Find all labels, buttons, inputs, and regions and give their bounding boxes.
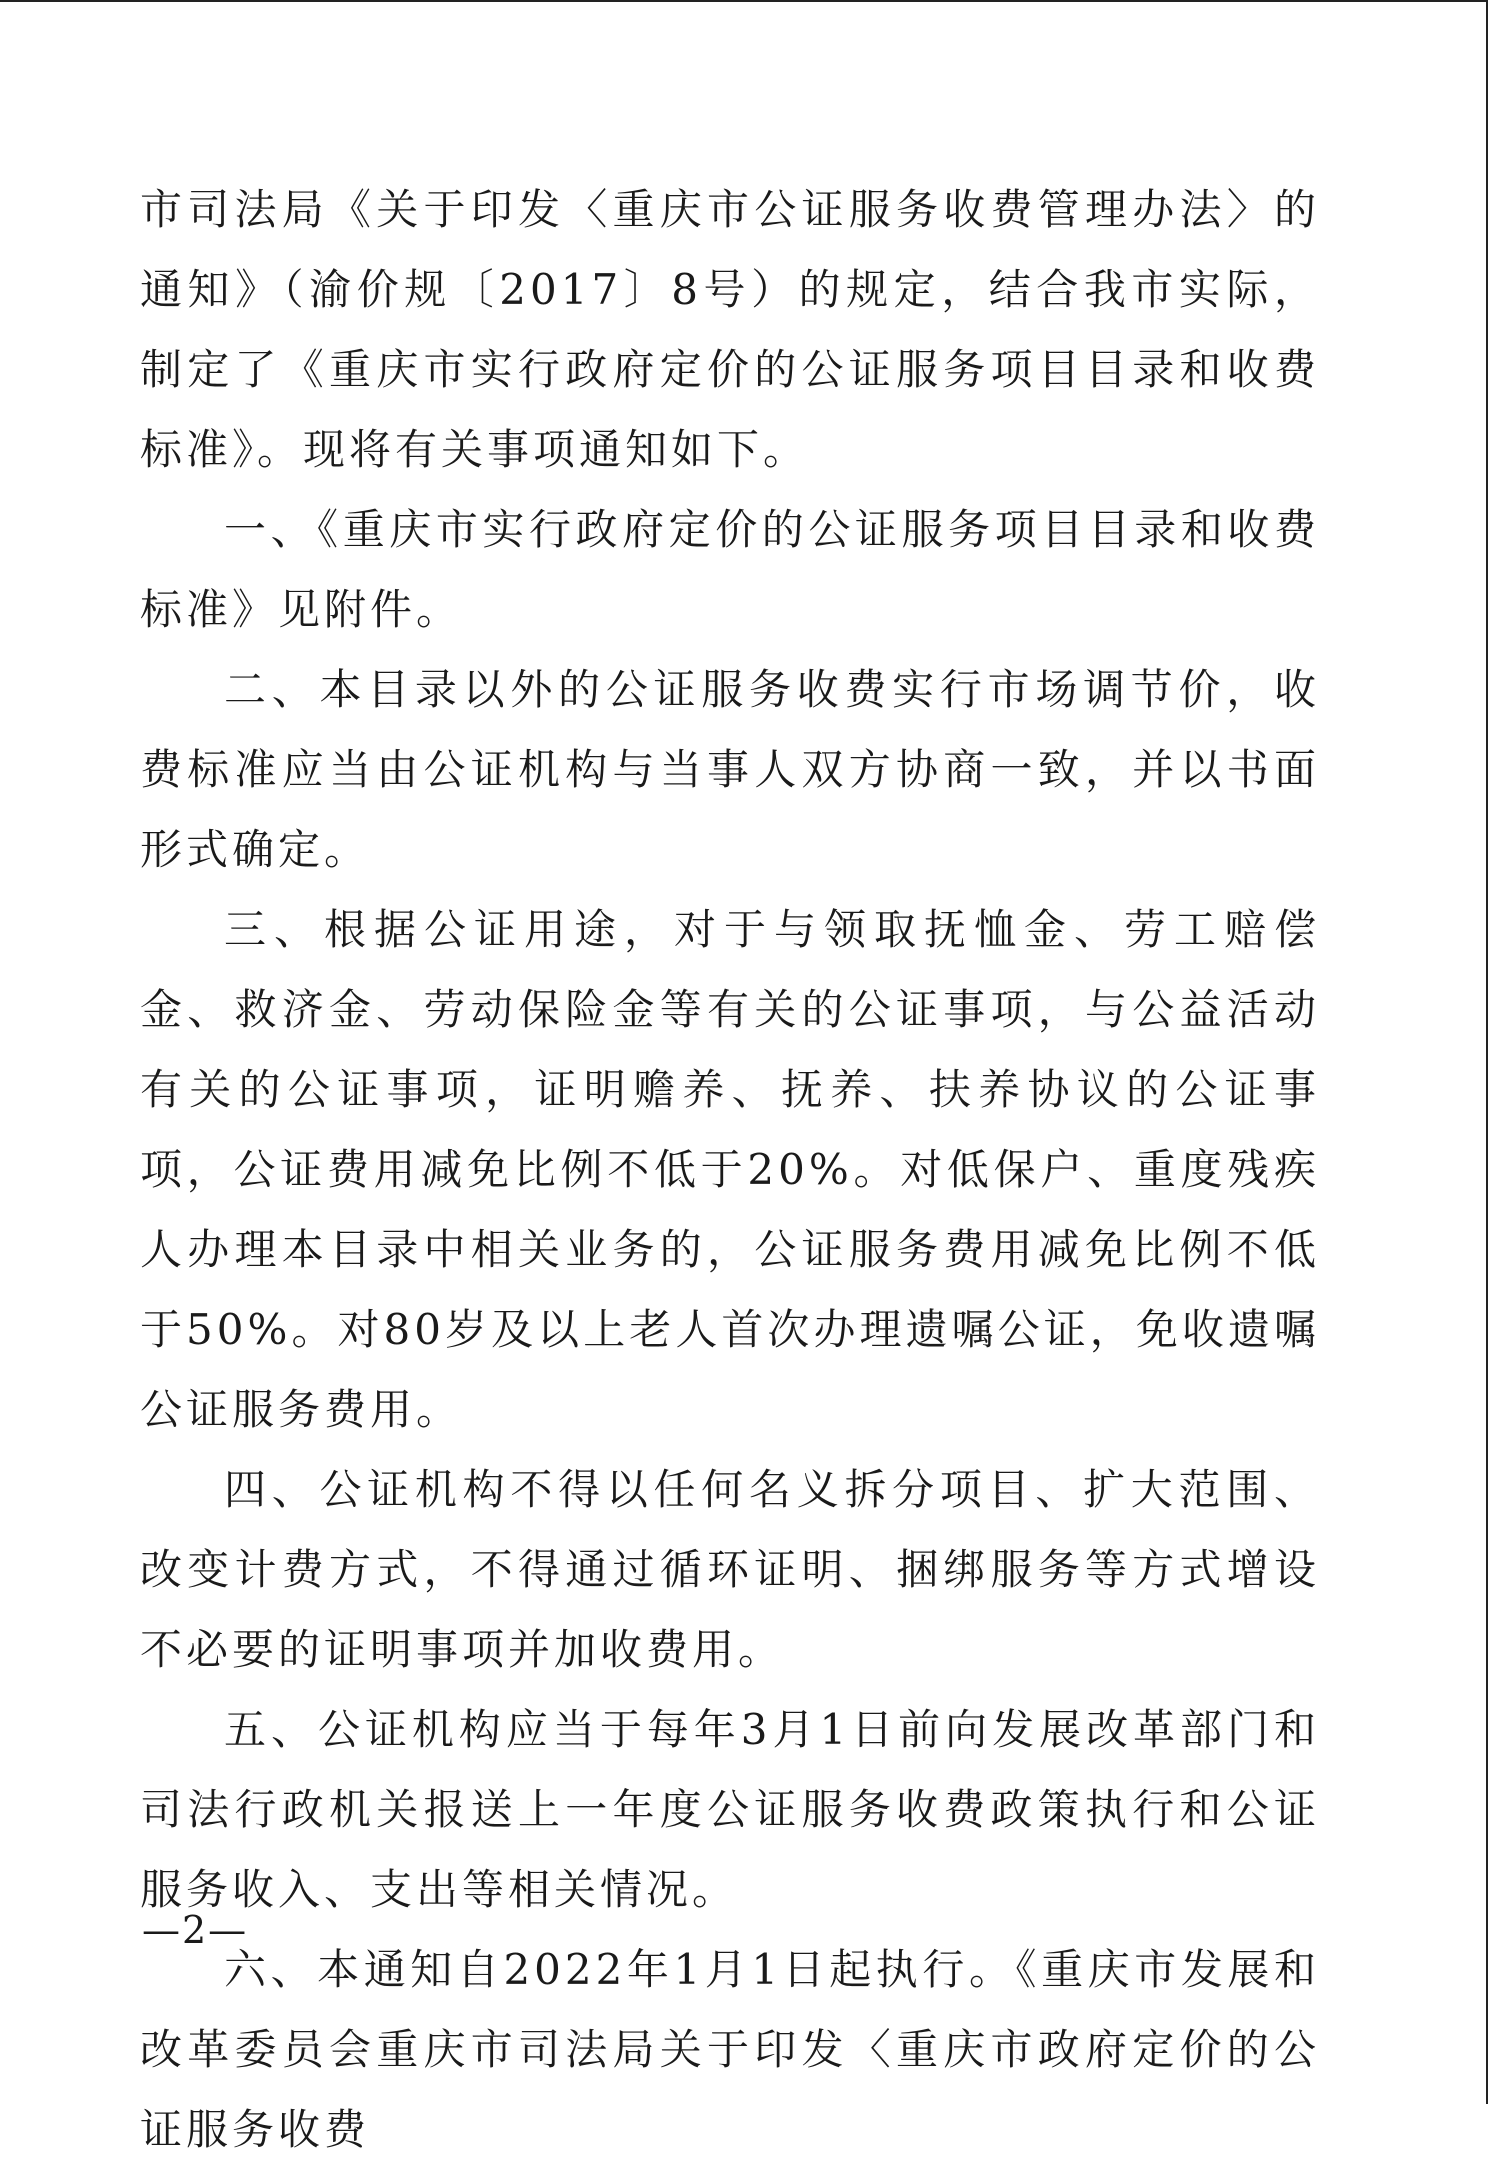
page-border-top — [0, 0, 1488, 2]
paragraph-item-3: 三、根据公证用途，对于与领取抚恤金、劳工赔偿金、救济金、劳动保险金等有关的公证事项，与公益活动有关的公证事项，证明赡养、抚养、扶养协议的公证事项，公证费用减免比例不低于20%。对低保户、重度残疾人办理本目录中相关业务的，公证服务费用减免比例不低于50%。对80岁及以上老人首次办理遗嘱公证，免收遗嘱公证服务费用。 — [140, 905, 1320, 1434]
paragraph-item-4: 四、公证机构不得以任何名义拆分项目、扩大范围、改变计费方式，不得通过循环证明、捆绑服务等方式增设不必要的证明事项并加收费用。 — [140, 1465, 1320, 1674]
document-body — [140, 170, 1320, 2170]
paragraph-item-5: 五、公证机构应当于每年3月1日前向发展改革部门和司法行政机关报送上一年度公证服务收费政策执行和公证服务收入、支出等相关情况。 — [140, 1705, 1320, 1914]
paragraph-item-6: 六、本通知自2022年1月1日起执行。《重庆市发展和改革委员会重庆市司法局关于印发〈重庆市政府定价的公证服务收费 — [140, 1945, 1320, 2154]
page-number: —2— — [142, 1908, 249, 1952]
paragraph-item-1: 一、《重庆市实行政府定价的公证服务项目目录和收费标准》见附件。 — [140, 505, 1320, 634]
paragraph-intro-continuation: 市司法局《关于印发〈重庆市公证服务收费管理办法〉的通知》（渝价规〔2017〕8号）的规定，结合我市实际，制定了《重庆市实行政府定价的公证服务项目目录和收费标准》。现将有关事项通知如下。 — [140, 185, 1320, 474]
paragraph-item-2: 二、本目录以外的公证服务收费实行市场调节价，收费标准应当由公证机构与当事人双方协商一致，并以书面形式确定。 — [140, 665, 1320, 874]
